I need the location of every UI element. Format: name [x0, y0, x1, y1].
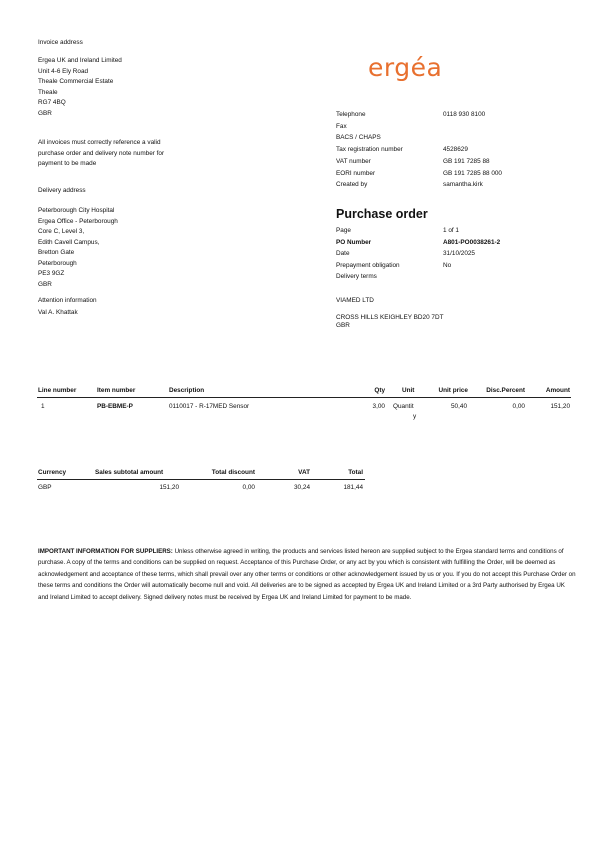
po-date: [336, 249, 546, 261]
info-vat-number: [336, 157, 546, 169]
notice-heading: IMPORTANT INFORMATION FOR SUPPLIERS:: [38, 548, 173, 555]
address-line: GBR: [38, 280, 52, 288]
po-field-label: Prepayment obligation: [336, 261, 400, 269]
info-value: 4528629: [443, 146, 468, 154]
cell-amount: 151,20: [550, 403, 570, 410]
cell-vat: 30,24: [294, 484, 310, 491]
po-field-value: 31/10/2025: [443, 250, 475, 257]
address-line: Peterborough City Hospital: [38, 207, 115, 214]
address-line: Bretton Gate: [38, 249, 75, 256]
po-number: [336, 238, 546, 250]
info-bacs: [336, 133, 546, 145]
col-header-total-discount: Total discount: [211, 469, 255, 476]
cell-item-number: PB-EBME-P: [97, 403, 133, 410]
cell-disc-percent: 0,00: [512, 403, 525, 410]
po-field-label: PO Number: [336, 238, 372, 246]
vendor-country: GBR: [336, 322, 350, 329]
cell-unit-price: 50,40: [451, 403, 467, 410]
address-line: Theale Commercial Estate: [38, 78, 114, 85]
purchase-order-title: Purchase order: [336, 207, 428, 221]
po-field-value: No: [443, 261, 452, 269]
info-label: BACS / CHAPS: [336, 134, 381, 142]
vendor-name: VIAMED LTD: [336, 297, 374, 304]
note-line: All invoices must correctly reference a valid: [38, 139, 161, 146]
info-fax: [336, 122, 546, 134]
col-header-disc-percent: Disc.Percent: [486, 387, 525, 394]
delivery-address-block: [38, 206, 118, 290]
invoice-reference-note: [38, 138, 164, 170]
cell-unit: Quantit: [393, 403, 414, 410]
address-line: RG7 4BQ: [38, 99, 66, 106]
po-field-value: A801-PO0038261-2: [443, 238, 501, 246]
info-value: GB 191 7285 88 000: [443, 169, 502, 177]
attention-name: Val A. Khattak: [38, 309, 78, 316]
note-line: purchase order and delivery note number for: [38, 149, 165, 157]
address-line: Ergea Office - Peterborough: [38, 217, 118, 225]
info-label: EORI number: [336, 169, 376, 177]
invoice-address-heading: Invoice address: [38, 39, 83, 46]
col-header-currency: Currency: [38, 469, 67, 476]
info-tax-registration: [336, 145, 546, 157]
info-value: 0118 930 8100: [443, 111, 486, 118]
notice-text: Unless otherwise agreed in writing, the products and services listed hereon are supplied subject to the Ergea standard terms and conditions of purchase. A copy of the terms and conditions can be supplied on request. Acceptance of this Purchase Order, or any act by you which is consistent with fulfilling the Order, will be deemed as acknowledgement and acceptance of these terms, which shall prevail over any other terms or conditions or other acknowledgement issued by us or you. If you do not accept this Purchase Order on these terms and conditions the Order will automatically become null and void. All deliveries are to be signed as accepted by Ergea UK and Ireland Limited or a 3rd Party authorised by Ergea UK and Ireland Limited to accept delivery. Signed delivery notes must be received by Ergea UK and Ireland Limited for payment to be made.: [38, 548, 576, 601]
col-header-description: Description: [169, 387, 205, 394]
po-field-label: Delivery terms: [336, 273, 377, 280]
info-created-by: [336, 180, 546, 192]
info-eori-number: [336, 169, 546, 181]
info-label: Fax: [336, 122, 347, 130]
po-field-label: Date: [336, 250, 350, 257]
col-header-unit-price: Unit price: [438, 387, 468, 394]
cell-sales-subtotal: 151,20: [159, 484, 179, 491]
po-field-value: 1 of 1: [443, 227, 459, 234]
note-line: payment to be made: [38, 160, 97, 167]
col-header-line-number: Line number: [38, 387, 77, 394]
col-header-total: Total: [348, 469, 363, 476]
cell-total: 181,44: [343, 484, 363, 491]
address-line: Core C, Level 3,: [38, 228, 85, 235]
col-header-vat: VAT: [298, 469, 310, 476]
address-line: PE3 9GZ: [38, 270, 65, 277]
totals-header-rule: [37, 479, 365, 480]
info-label: VAT number: [336, 157, 371, 165]
po-delivery-terms: [336, 272, 546, 284]
po-page: [336, 226, 546, 238]
col-header-amount: Amount: [545, 387, 570, 394]
attention-heading: Attention information: [38, 297, 97, 304]
cell-unit-wrap: y: [413, 413, 417, 420]
address-line: Edith Cavell Campus,: [38, 238, 100, 246]
address-line: Unit 4-6 Ely Road: [38, 67, 89, 75]
info-label: Tax registration number: [336, 146, 403, 154]
info-label: Created by: [336, 181, 368, 189]
info-value: samantha.kirk: [443, 181, 483, 189]
info-label: Telephone: [336, 111, 366, 118]
col-header-qty: Qty: [374, 387, 385, 394]
invoice-address-block: [38, 56, 122, 119]
col-header-item-number: Item number: [97, 387, 136, 394]
address-line: GBR: [38, 109, 52, 117]
address-line: Peterborough: [38, 259, 77, 267]
po-field-label: Page: [336, 227, 351, 234]
cell-total-discount: 0,00: [242, 484, 255, 491]
vendor-address: CROSS HILLS KEIGHLEY BD20 7DT: [336, 314, 444, 321]
info-value: GB 191 7285 88: [443, 157, 490, 165]
address-line: Theale: [38, 88, 58, 96]
po-prepayment: [336, 261, 546, 273]
cell-description: 0110017 - R-17MED Sensor: [169, 403, 250, 410]
address-line: Ergea UK and Ireland Limited: [38, 57, 122, 64]
delivery-address-heading: Delivery address: [38, 187, 86, 194]
cell-qty: 3,00: [372, 403, 385, 410]
ergea-logo: ergéa: [368, 53, 443, 82]
table-header-rule: [37, 397, 571, 398]
info-telephone: [336, 110, 546, 122]
col-header-unit: Unit: [402, 387, 415, 394]
supplier-notice: [38, 546, 576, 603]
col-header-sales-subtotal: Sales subtotal amount: [95, 469, 164, 476]
cell-line-number: 1: [41, 403, 45, 410]
cell-currency: GBP: [38, 484, 52, 491]
